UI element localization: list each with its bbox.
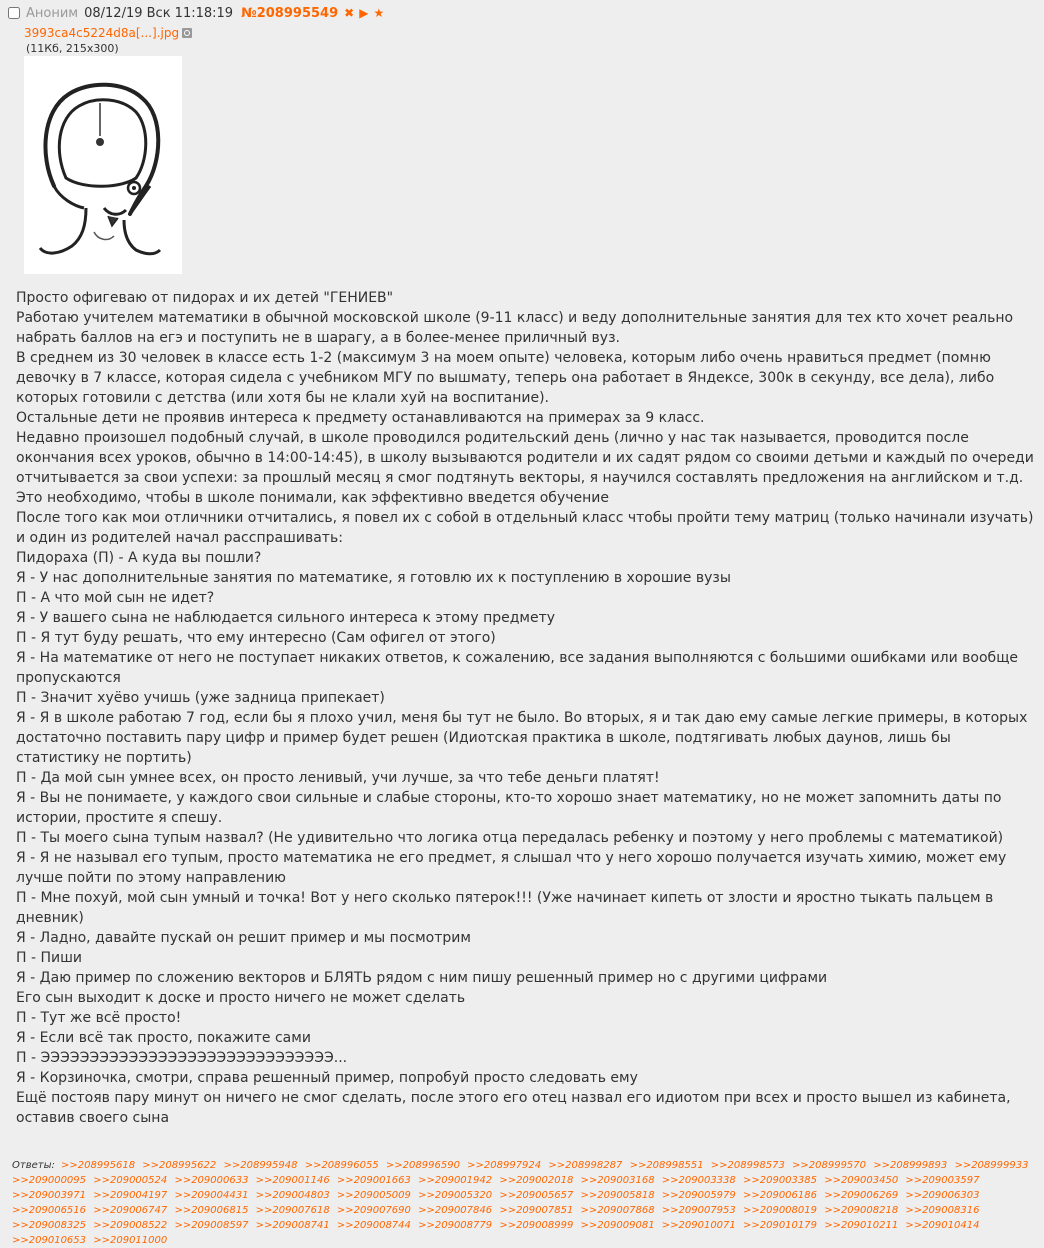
message-line: Недавно произошел подобный случай, в школе проводился родительский день (лично у нас так называется, проводится после окончания всех уроков, обычно в 14:00-14:45), в школу вызываются родители и их садят рядом со своими детьми и каждый по очереди отчитывается за свои успехи: за прошлый месяц я смог подтянуть векторы, я научился составлять предложения на английском и т.д. [16, 430, 1034, 486]
reply-link[interactable]: >>209003338 [661, 1175, 736, 1186]
reply-link[interactable]: >>208999893 [873, 1160, 948, 1171]
reply-link[interactable]: >>209007868 [580, 1205, 655, 1216]
reply-link[interactable]: >>209003450 [824, 1175, 899, 1186]
post-image-thumbnail[interactable] [24, 56, 182, 274]
message-line: П - Мне похуй, мой сын умный и точка! Вот у него сколько пятерок!!! (Уже начинает кипеть от злости и яростно тыкать пальцем в дневник) [16, 890, 994, 926]
reply-link[interactable]: >>209001146 [255, 1175, 330, 1186]
message-line: Я - У нас дополнительные занятия по математике, я готовлю их к поступлению в хорошие вузы [16, 570, 731, 586]
reply-link[interactable]: >>209008316 [905, 1205, 980, 1216]
reply-link[interactable]: >>209006815 [174, 1205, 249, 1216]
reply-link[interactable]: >>209007851 [499, 1205, 574, 1216]
reply-link[interactable]: >>208996055 [304, 1160, 379, 1171]
message-line: Это необходимо, чтобы в школе понимали, как эффективно введется обучение [16, 490, 609, 506]
reply-link[interactable]: >>209005009 [336, 1190, 411, 1201]
message-line: П - Я тут буду решать, что ему интересно (Сам офигел от этого) [16, 630, 496, 646]
reply-link[interactable]: >>209006516 [12, 1205, 87, 1216]
reply-link[interactable]: >>209007953 [661, 1205, 736, 1216]
reply-link[interactable]: >>209006269 [824, 1190, 899, 1201]
reply-link[interactable]: >>209003971 [12, 1190, 87, 1201]
reply-link[interactable]: >>209006186 [742, 1190, 817, 1201]
reply-link[interactable]: >>209005818 [580, 1190, 655, 1201]
post-header [6, 4, 389, 22]
message-line: П - А что мой сын не идет? [16, 590, 215, 606]
brain-meme-drawing [24, 56, 182, 274]
message-line: Я - Ладно, давайте пускай он решит пример и мы посмотрим [16, 930, 471, 946]
reply-link[interactable]: >>209008218 [824, 1205, 899, 1216]
reply-link[interactable]: >>209005320 [418, 1190, 493, 1201]
message-line: П - Ты моего сына тупым назвал? (Не удивительно что логика отца передалась ребенку и поэтому у него проблемы с математикой) [16, 830, 1004, 846]
reply-link[interactable]: >>209010071 [661, 1220, 736, 1231]
reply-link[interactable]: >>209004431 [174, 1190, 249, 1201]
reply-link[interactable]: >>209007846 [418, 1205, 493, 1216]
reply-link[interactable]: >>209004197 [93, 1190, 168, 1201]
reply-link[interactable]: >>209006303 [905, 1190, 980, 1201]
reply-link[interactable]: >>209003597 [905, 1175, 980, 1186]
file-info [24, 26, 192, 40]
message-line: Я - Даю пример по сложению векторов и БЛЯТЬ рядом с ним пишу решенный пример но с другими цифрами [16, 970, 828, 986]
reply-link[interactable]: >>208995622 [142, 1160, 217, 1171]
reply-link[interactable]: >>209010653 [12, 1235, 87, 1246]
post-number-link[interactable]: №208995549 [241, 5, 339, 21]
reply-link[interactable]: >>209008522 [93, 1220, 168, 1231]
message-line: П - Пиши [16, 950, 83, 966]
reply-link[interactable]: >>209008779 [418, 1220, 493, 1231]
reply-link[interactable]: >>209001663 [336, 1175, 411, 1186]
post-author: Аноним [26, 5, 79, 21]
reply-link[interactable]: >>209005657 [499, 1190, 574, 1201]
message-line: П - ЭЭЭЭЭЭЭЭЭЭЭЭЭЭЭЭЭЭЭЭЭЭЭЭЭЭЭЭЭЭ... [16, 1050, 348, 1066]
reply-link[interactable]: >>209010414 [905, 1220, 980, 1231]
message-line: Я - Вы не понимаете, у каждого свои сильные и слабые стороны, кто-то хорошо знает математику, но не может запомнить даты по истории, простите я спешу. [16, 790, 1002, 826]
reply-link[interactable]: >>209011000 [93, 1235, 168, 1246]
file-meta: (11Кб, 215x300) [26, 42, 119, 55]
message-line: Я - Я в школе работаю 7 год, если бы я плохо учил, меня бы тут не было. Во вторых, я и так даю ему самые легкие примеры, в которых достаточно поставить пару цифр и пример будет решен (Идиотская практика в школе, подтягивать любых даунов, лишь бы статистику не портить) [16, 710, 1028, 766]
post-message [16, 288, 1038, 1128]
reply-link[interactable]: >>209003168 [580, 1175, 655, 1186]
reply-link[interactable]: >>209008019 [742, 1205, 817, 1216]
message-line: Я - У вашего сына не наблюдается сильного интереса к этому предмету [16, 610, 556, 626]
reply-link[interactable]: >>208999570 [792, 1160, 867, 1171]
message-line: Работаю учителем математики в обычной московской школе (9-11 класс) и веду дополнительные занятия для тех кто хочет реально набрать баллов на егэ и поступить не в шарагу, а в более-менее приличный вуз. [16, 310, 1014, 346]
message-line: П - Значит хуёво учишь (уже задница припекает) [16, 690, 385, 706]
reply-link[interactable]: >>209000095 [12, 1175, 87, 1186]
message-line: Я - На математике от него не поступает никаких ответов, к сожалению, все задания выполняются с большими ошибками или вообще пропускаются [16, 650, 1018, 686]
message-line: После того как мои отличники отчитались, я повел их с собой в отдельный класс чтобы пройти тему матриц (только начинали изучать) и один из родителей начал расспрашивать: [16, 510, 1034, 546]
reply-link[interactable]: >>208997924 [467, 1160, 542, 1171]
reply-link[interactable]: >>209004803 [255, 1190, 330, 1201]
replies-label: Ответы: [12, 1160, 55, 1171]
favorite-icon[interactable]: ★ [373, 6, 385, 20]
reply-link[interactable]: >>208998287 [548, 1160, 623, 1171]
reply-link[interactable]: >>209008597 [174, 1220, 249, 1231]
reply-link[interactable]: >>208995948 [223, 1160, 298, 1171]
reply-link[interactable]: >>208999933 [954, 1160, 1029, 1171]
reply-link[interactable]: >>208998573 [710, 1160, 785, 1171]
reply-link[interactable]: >>208995618 [61, 1160, 136, 1171]
message-line: Ещё постояв пару минут он ничего не смог сделать, после этого его отец назвал его идиотом при всех и просто вышел из кабинета, оставив своего сына [16, 1090, 1011, 1126]
reply-link[interactable]: >>209003385 [742, 1175, 817, 1186]
message-line: Просто офигеваю от пидорах и их детей "ГЕНИЕВ" [16, 290, 394, 306]
reply-link[interactable]: >>209005979 [661, 1190, 736, 1201]
message-line: П - Тут же всё просто! [16, 1010, 182, 1026]
message-line: Я - Если всё так просто, покажите сами [16, 1030, 311, 1046]
message-line: П - Да мой сын умнее всех, он просто ленивый, учи лучше, за что тебе деньги платят! [16, 770, 660, 786]
reply-link[interactable]: >>209000524 [93, 1175, 168, 1186]
message-line: Его сын выходит к доске и просто ничего не может сделать [16, 990, 466, 1006]
post-select-checkbox[interactable] [8, 7, 20, 19]
hide-icon[interactable]: ✖ [344, 6, 355, 20]
reply-link[interactable]: >>209008999 [499, 1220, 574, 1231]
post-datetime: 08/12/19 Вск 11:18:19 [84, 5, 234, 21]
file-name-link[interactable]: 3993ca4c5224d8a[...].jpg [24, 26, 180, 40]
reply-link[interactable]: >>209001942 [418, 1175, 493, 1186]
reply-link[interactable]: >>209010211 [824, 1220, 899, 1231]
reply-link[interactable]: >>208998551 [629, 1160, 704, 1171]
reply-link[interactable]: >>209008741 [255, 1220, 330, 1231]
reply-icon[interactable]: ▶ [359, 6, 369, 20]
image-search-icon[interactable] [182, 28, 192, 38]
reply-link[interactable]: >>209010179 [742, 1220, 817, 1231]
reply-link[interactable]: >>209008325 [12, 1220, 87, 1231]
reply-link[interactable]: >>209008744 [336, 1220, 411, 1231]
message-line: Остальные дети не проявив интереса к предмету останавливаются на примерах за 9 класс. [16, 410, 705, 426]
reply-link[interactable]: >>209007618 [255, 1205, 330, 1216]
reply-link[interactable]: >>209009081 [580, 1220, 655, 1231]
reply-link[interactable]: >>209006747 [93, 1205, 168, 1216]
reply-link[interactable]: >>209000633 [174, 1175, 249, 1186]
message-line: Пидораха (П) - А куда вы пошли? [16, 550, 262, 566]
reply-link[interactable]: >>209007690 [336, 1205, 411, 1216]
message-line: Я - Я не называл его тупым, просто математика не его предмет, я слышал что у него хорошо получается изучать химию, может ему лучше пойти по этому направлению [16, 850, 1007, 886]
message-line: Я - Корзиночка, смотри, справа решенный пример, попробуй просто следовать ему [16, 1070, 638, 1086]
reply-link[interactable]: >>208996590 [385, 1160, 460, 1171]
message-line: В среднем из 30 человек в классе есть 1-2 (максимум 3 на моем опыте) человека, которым либо очень нравиться предмет (помню девочку в 7 классе, которая сидела с учебником МГУ по вышмату, теперь она работает в Яндексе, 300к в секунду, все дела), либо которых готовили с детства (или хотя бы не клали хуй на воспитание). [16, 350, 995, 406]
reply-link[interactable]: >>209002018 [499, 1175, 574, 1186]
post-replies [12, 1158, 1038, 1248]
